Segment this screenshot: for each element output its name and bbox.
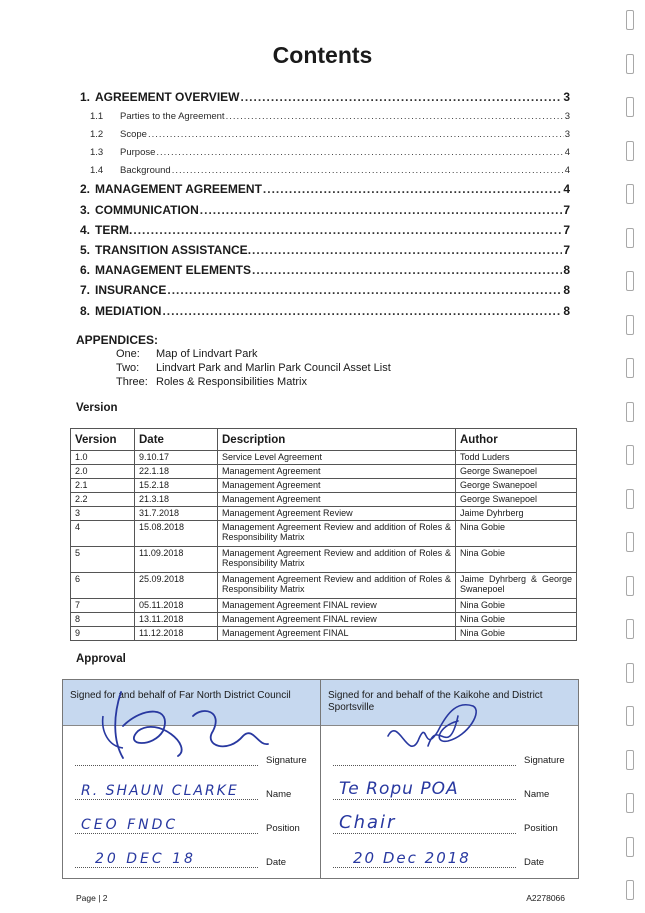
cell-author: George Swanepoel <box>456 465 577 479</box>
cell-version: 9 <box>71 627 135 641</box>
column-header-description: Description <box>218 429 456 451</box>
cell-version: 4 <box>71 521 135 547</box>
toc-entry-number: 7. <box>80 283 91 298</box>
toc-entry-number: 1.2 <box>90 129 104 141</box>
toc-entry[interactable] <box>80 277 570 297</box>
binding-hole-mark <box>626 271 634 291</box>
date-label: Date <box>524 857 545 868</box>
toc-entry-label: INSURANCE <box>95 283 167 298</box>
name-field <box>333 779 516 800</box>
toc-entry-page: 3 <box>563 90 570 105</box>
date-field <box>75 850 258 868</box>
toc-leader-dots <box>226 111 564 122</box>
toc-entry-number: 1.4 <box>90 165 104 177</box>
binding-hole-mark <box>626 619 634 639</box>
binding-hole-mark <box>626 184 634 204</box>
binding-edge-marks <box>624 10 638 910</box>
appendix-ordinal: Two: <box>116 362 140 374</box>
cell-description: Management Agreement FINAL <box>218 627 456 641</box>
table-row <box>71 599 577 613</box>
cell-author: Nina Gobie <box>456 547 577 573</box>
cell-description: Management Agreement FINAL review <box>218 599 456 613</box>
table-of-contents <box>80 84 570 318</box>
date-line <box>75 850 312 868</box>
column-header-version: Version <box>71 429 135 451</box>
toc-leader-dots <box>162 304 562 318</box>
position-line <box>333 812 570 834</box>
toc-entry[interactable] <box>80 84 570 104</box>
signature-label: Signature <box>524 755 565 766</box>
toc-leader-dots <box>172 165 564 176</box>
cell-author: Nina Gobie <box>456 627 577 641</box>
table-row <box>71 613 577 627</box>
toc-entry[interactable] <box>80 176 570 196</box>
handwritten-position: Chair <box>339 812 397 833</box>
binding-hole-mark <box>626 489 634 509</box>
position-field <box>333 812 516 834</box>
cell-description: Management Agreement Review and addition of Roles & Responsibility Matrix <box>218 521 456 547</box>
toc-entry-label: TRANSITION ASSISTANCE. <box>95 242 252 257</box>
cell-description: Management Agreement <box>218 465 456 479</box>
toc-entry-page: 4 <box>564 165 570 177</box>
binding-hole-mark <box>626 358 634 378</box>
toc-entry-number: 2. <box>80 182 91 197</box>
name-line <box>75 782 312 800</box>
table-row <box>71 507 577 521</box>
toc-entry-page: 4 <box>563 182 570 197</box>
cell-date: 15.2.18 <box>135 479 218 493</box>
cell-description: Management Agreement <box>218 479 456 493</box>
toc-entry-label: COMMUNICATION <box>95 202 199 217</box>
date-label: Date <box>266 857 287 868</box>
appendices-heading: APPENDICES: <box>76 333 159 347</box>
cell-description: Management Agreement Review and addition of Roles & Responsibility Matrix <box>218 547 456 573</box>
version-table-header-row <box>71 429 577 451</box>
signature-field <box>75 748 258 766</box>
document-id: A2278066 <box>526 893 565 903</box>
toc-entry[interactable] <box>80 217 570 237</box>
cell-date: 25.09.2018 <box>135 573 218 599</box>
date-field <box>333 850 516 868</box>
toc-entry-page: 7 <box>563 202 570 217</box>
toc-entry-number: 3. <box>80 202 91 217</box>
cell-author: Jaime Dyhrberg <box>456 507 577 521</box>
toc-entry[interactable] <box>80 140 570 158</box>
binding-hole-mark <box>626 576 634 596</box>
toc-entry[interactable] <box>80 158 570 176</box>
table-row <box>71 573 577 599</box>
signature-line <box>75 748 312 766</box>
handwritten-name: R. SHAUN CLARKE <box>81 783 239 799</box>
binding-hole-mark <box>626 54 634 74</box>
cell-date: 9.10.17 <box>135 451 218 465</box>
toc-leader-dots <box>252 243 562 257</box>
cell-date: 22.1.18 <box>135 465 218 479</box>
cell-version: 1.0 <box>71 451 135 465</box>
appendix-title: Lindvart Park and Marlin Park Council Asset List <box>156 362 391 374</box>
toc-entry[interactable] <box>80 122 570 140</box>
handwritten-position: CEO FNDC <box>81 817 179 833</box>
column-header-date: Date <box>135 429 218 451</box>
toc-entry[interactable] <box>80 237 570 257</box>
cell-date: 21.3.18 <box>135 493 218 507</box>
version-heading: Version <box>76 402 118 414</box>
toc-entry-page: 3 <box>564 111 570 123</box>
page-title: Contents <box>272 42 373 68</box>
binding-hole-mark <box>626 663 634 683</box>
cell-description: Management Agreement Review and addition of Roles & Responsibility Matrix <box>218 573 456 599</box>
position-field <box>75 816 258 834</box>
toc-entry-number: 5. <box>80 242 91 257</box>
cell-date: 11.12.2018 <box>135 627 218 641</box>
position-line <box>75 816 312 834</box>
handwritten-name: Te Ropu POA <box>339 779 459 799</box>
binding-hole-mark <box>626 750 634 770</box>
cell-version: 2.0 <box>71 465 135 479</box>
toc-entry-label: AGREEMENT OVERVIEW <box>95 90 240 105</box>
toc-entry-label: MANAGEMENT AGREEMENT <box>95 182 262 197</box>
cell-version: 2.1 <box>71 479 135 493</box>
appendix-title: Roles & Responsibilities Matrix <box>156 376 307 388</box>
toc-entry-page: 3 <box>564 129 570 141</box>
toc-entry-label: Background <box>120 165 171 177</box>
signature-block <box>62 679 579 879</box>
toc-leader-dots <box>133 223 562 237</box>
cell-version: 2.2 <box>71 493 135 507</box>
signature-header-council: Signed for and behalf of Far North District Council <box>63 680 320 726</box>
toc-entry-page: 4 <box>564 147 570 159</box>
binding-hole-mark <box>626 10 634 30</box>
toc-entry-label: Scope <box>120 129 147 141</box>
cell-description: Management Agreement FINAL review <box>218 613 456 627</box>
toc-leader-dots <box>200 203 563 217</box>
signature-column-council <box>63 680 320 878</box>
toc-entry-number: 8. <box>80 303 91 318</box>
table-row <box>71 493 577 507</box>
binding-hole-mark <box>626 97 634 117</box>
toc-entry-page: 7 <box>563 242 570 257</box>
binding-hole-mark <box>626 837 634 857</box>
column-header-author: Author <box>456 429 577 451</box>
cell-description: Management Agreement Review <box>218 507 456 521</box>
table-row <box>71 465 577 479</box>
binding-hole-mark <box>626 880 634 900</box>
toc-leader-dots <box>263 182 562 196</box>
signature-line <box>333 748 570 766</box>
cell-author: Nina Gobie <box>456 613 577 627</box>
cell-version: 3 <box>71 507 135 521</box>
toc-leader-dots <box>240 90 562 104</box>
appendix-ordinal: Three: <box>116 376 148 388</box>
cell-version: 8 <box>71 613 135 627</box>
handwritten-date: 20 DEC 18 <box>95 851 196 867</box>
appendix-item <box>116 347 391 361</box>
name-field <box>75 782 258 800</box>
toc-entry-page: 8 <box>563 263 570 278</box>
binding-hole-mark <box>626 706 634 726</box>
version-table <box>70 428 577 641</box>
appendix-item <box>116 375 391 389</box>
toc-entry-label: Parties to the Agreement <box>120 111 225 123</box>
name-label: Name <box>266 789 292 800</box>
binding-hole-mark <box>626 793 634 813</box>
appendices-list <box>116 347 391 389</box>
appendix-ordinal: One: <box>116 348 140 360</box>
toc-leader-dots <box>167 283 562 297</box>
toc-leader-dots <box>252 263 562 277</box>
cell-version: 7 <box>71 599 135 613</box>
toc-entry[interactable] <box>80 257 570 277</box>
binding-hole-mark <box>626 532 634 552</box>
toc-entry-label: MEDIATION <box>95 303 162 318</box>
cell-author: Jaime Dyhrberg & George Swanepoel <box>456 573 577 599</box>
toc-leader-dots <box>156 147 563 158</box>
table-row <box>71 547 577 573</box>
cell-date: 31.7.2018 <box>135 507 218 521</box>
table-row <box>71 521 577 547</box>
table-row <box>71 479 577 493</box>
cell-author: George Swanepoel <box>456 479 577 493</box>
approval-heading: Approval <box>76 653 126 665</box>
cell-version: 5 <box>71 547 135 573</box>
cell-version: 6 <box>71 573 135 599</box>
appendix-item <box>116 361 391 375</box>
toc-entry-label: TERM. <box>95 222 133 237</box>
name-line <box>333 779 570 800</box>
toc-entry-label: Purpose <box>120 147 156 159</box>
handwritten-date: 20 Dec 2018 <box>353 849 471 867</box>
toc-entry-page: 8 <box>563 303 570 318</box>
toc-entry[interactable] <box>80 196 570 216</box>
toc-entry-number: 1.1 <box>90 111 104 123</box>
toc-entry-page: 8 <box>563 283 570 298</box>
name-label: Name <box>524 789 550 800</box>
binding-hole-mark <box>626 141 634 161</box>
toc-leader-dots <box>148 129 564 140</box>
cell-date: 15.08.2018 <box>135 521 218 547</box>
cell-date: 11.09.2018 <box>135 547 218 573</box>
page-number: Page | 2 <box>76 893 108 903</box>
toc-entry-number: 1.3 <box>90 147 104 159</box>
cell-author: Nina Gobie <box>456 599 577 613</box>
binding-hole-mark <box>626 228 634 248</box>
toc-entry[interactable] <box>80 104 570 122</box>
binding-hole-mark <box>626 315 634 335</box>
signature-field <box>333 748 516 766</box>
toc-entry[interactable] <box>80 297 570 317</box>
table-row <box>71 451 577 465</box>
cell-date: 05.11.2018 <box>135 599 218 613</box>
toc-entry-number: 6. <box>80 263 91 278</box>
cell-description: Service Level Agreement <box>218 451 456 465</box>
cell-date: 13.11.2018 <box>135 613 218 627</box>
cell-author: George Swanepoel <box>456 493 577 507</box>
position-label: Position <box>524 823 558 834</box>
cell-author: Nina Gobie <box>456 521 577 547</box>
appendix-title: Map of Lindvart Park <box>156 348 258 360</box>
signature-label: Signature <box>266 755 307 766</box>
date-line <box>333 850 570 868</box>
binding-hole-mark <box>626 445 634 465</box>
signature-header-sportsville: Signed for and behalf of the Kaikohe and District Sportsville <box>321 680 578 726</box>
handwritten-signature <box>83 686 283 766</box>
handwritten-signature <box>378 696 498 766</box>
toc-entry-label: MANAGEMENT ELEMENTS <box>95 263 252 278</box>
cell-description: Management Agreement <box>218 493 456 507</box>
toc-entry-number: 1. <box>80 90 91 105</box>
position-label: Position <box>266 823 300 834</box>
signature-column-sportsville <box>320 680 578 878</box>
cell-author: Todd Luders <box>456 451 577 465</box>
toc-entry-page: 7 <box>563 222 570 237</box>
toc-entry-number: 4. <box>80 222 91 237</box>
table-row <box>71 627 577 641</box>
binding-hole-mark <box>626 402 634 422</box>
